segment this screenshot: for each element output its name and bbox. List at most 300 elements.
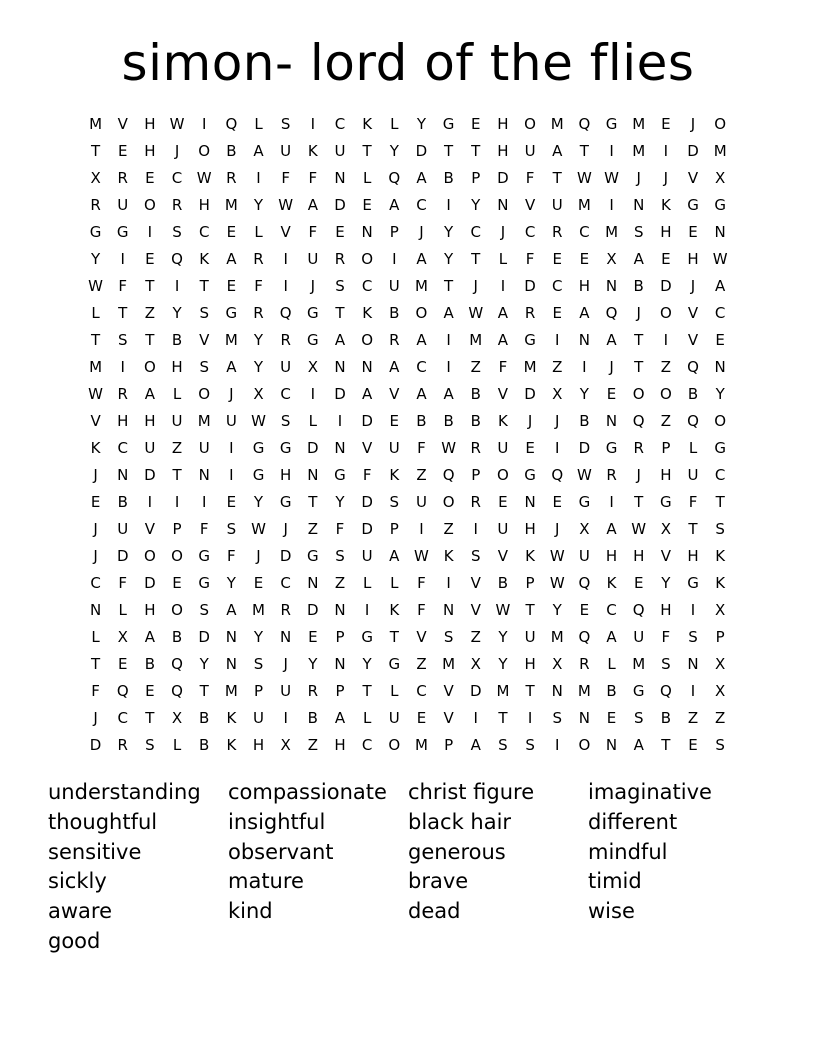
grid-row <box>82 381 734 408</box>
grid-letter: Z <box>443 520 454 538</box>
grid-letter: U <box>497 520 509 538</box>
grid-letter: I <box>174 493 180 511</box>
grid-letter: U <box>551 196 563 214</box>
grid-letter: J <box>473 277 478 295</box>
grid-letter: I <box>147 223 153 241</box>
grid-letter: U <box>117 196 129 214</box>
grid-letter: L <box>688 439 698 457</box>
grid-letter: E <box>606 385 617 403</box>
grid-letter: C <box>524 223 536 241</box>
grid-letter: A <box>253 142 264 160</box>
grid-row <box>82 543 734 570</box>
grid-letter: D <box>524 385 536 403</box>
grid-letter: R <box>253 250 264 268</box>
grid-letter: W <box>196 169 212 187</box>
grid-letter: R <box>552 223 563 241</box>
grid-letter: G <box>687 196 699 214</box>
grid-letter: T <box>172 466 182 484</box>
grid-letter: O <box>415 304 428 322</box>
grid-letter: G <box>605 439 618 457</box>
grid-letter: T <box>688 520 698 538</box>
grid-letter: S <box>633 223 644 241</box>
grid-letter: V <box>280 223 291 241</box>
grid-letter: T <box>308 493 318 511</box>
grid-letter: F <box>661 628 671 646</box>
grid-letter: A <box>334 709 346 727</box>
word-list-item: mindful <box>588 839 668 864</box>
word-list-item: observant <box>228 839 334 864</box>
grid-letter: D <box>198 628 210 646</box>
grid-letter: L <box>390 682 399 700</box>
grid-letter: B <box>470 385 481 403</box>
grid-row <box>82 624 734 651</box>
grid-letter: R <box>470 439 481 457</box>
grid-letter: T <box>444 277 454 295</box>
grid-letter: N <box>89 601 102 619</box>
grid-letter: T <box>471 250 481 268</box>
grid-letter: E <box>226 493 237 511</box>
grid-letter: B <box>389 304 400 322</box>
grid-letter: G <box>605 115 618 133</box>
grid-letter: C <box>117 709 128 727</box>
grid-letter: S <box>199 601 209 619</box>
grid-letter: E <box>145 169 155 187</box>
grid-letter: R <box>606 466 617 484</box>
grid-letter: P <box>715 628 725 646</box>
grid-letter: D <box>578 439 591 457</box>
grid-letter: S <box>172 223 182 241</box>
grid-letter: T <box>661 736 671 754</box>
grid-letter: W <box>441 439 457 457</box>
grid-letter: J <box>500 223 506 241</box>
grid-letter: S <box>280 412 291 430</box>
grid-letter: M <box>632 655 646 673</box>
word-list-item: mature <box>228 869 304 894</box>
grid-letter: V <box>687 331 699 349</box>
grid-letter: M <box>632 115 646 133</box>
grid-letter: M <box>550 628 564 646</box>
grid-letter: Z <box>660 412 671 430</box>
grid-letter: J <box>419 223 424 241</box>
grid-letter: O <box>524 115 536 133</box>
grid-letter: W <box>251 520 266 538</box>
grid-letter: Y <box>253 628 264 646</box>
grid-letter: V <box>199 331 210 349</box>
grid-letter: B <box>633 277 644 295</box>
grid-letter: T <box>634 493 644 511</box>
grid-letter: O <box>659 304 672 322</box>
grid-letter: Y <box>199 655 209 673</box>
grid-letter: C <box>334 115 346 133</box>
grid-letter: E <box>715 331 725 349</box>
grid-letter: P <box>335 682 345 700</box>
grid-letter: R <box>280 331 291 349</box>
grid-letter: F <box>308 223 318 241</box>
grid-letter: Z <box>171 439 183 457</box>
grid-letter: O <box>578 736 591 754</box>
grid-letter: A <box>606 628 617 646</box>
grid-letter: J <box>93 520 98 538</box>
grid-letter: T <box>145 331 155 349</box>
grid-letter: Y <box>308 655 318 673</box>
grid-letter: D <box>361 520 373 538</box>
grid-letter: G <box>252 439 265 457</box>
grid-letter: W <box>576 169 592 187</box>
grid-letter: C <box>470 223 481 241</box>
grid-letter: J <box>310 277 316 295</box>
grid-letter: A <box>389 196 400 214</box>
grid-letter: N <box>334 358 346 376</box>
grid-letter: A <box>416 385 427 403</box>
grid-letter: M <box>496 682 510 700</box>
grid-letter: N <box>117 466 129 484</box>
grid-letter: V <box>144 520 156 538</box>
grid-letter: W <box>278 196 294 214</box>
grid-letter: J <box>283 655 288 673</box>
grid-letter: I <box>663 142 669 160</box>
grid-letter: N <box>361 223 373 241</box>
grid-letter: J <box>174 142 180 160</box>
grid-letter: O <box>143 358 156 376</box>
grid-letter: N <box>334 655 346 673</box>
grid-letter: Q <box>578 574 591 592</box>
grid-letter: F <box>688 493 698 511</box>
grid-letter: V <box>443 709 454 727</box>
grid-row <box>82 435 734 462</box>
grid-letter: I <box>283 277 288 295</box>
grid-letter: I <box>120 358 125 376</box>
grid-letter: W <box>712 250 728 268</box>
grid-letter: L <box>172 736 182 754</box>
grid-letter: E <box>416 709 427 727</box>
grid-letter: G <box>660 493 672 511</box>
grid-letter: F <box>417 574 426 592</box>
grid-letter: T <box>552 169 562 187</box>
grid-letter: M <box>469 331 483 349</box>
grid-letter: J <box>636 466 641 484</box>
grid-letter: S <box>525 736 535 754</box>
word-list-item: timid <box>588 869 642 894</box>
grid-letter: R <box>90 196 101 214</box>
grid-letter: U <box>687 466 699 484</box>
grid-letter: K <box>389 601 400 619</box>
grid-letter: A <box>144 628 156 646</box>
grid-row <box>82 462 734 489</box>
word-list-item: good <box>48 928 101 953</box>
grid-letter: X <box>660 520 671 538</box>
grid-letter: I <box>337 412 343 430</box>
grid-letter: X <box>552 655 563 673</box>
grid-letter: F <box>525 169 535 187</box>
grid-letter: Y <box>579 385 589 403</box>
grid-letter: R <box>633 439 644 457</box>
grid-letter: T <box>199 277 209 295</box>
word-list-item: thoughtful <box>48 809 158 834</box>
grid-row <box>82 300 734 327</box>
grid-letter: I <box>229 439 234 457</box>
grid-letter: D <box>334 196 346 214</box>
grid-letter: B <box>171 331 183 349</box>
grid-letter: U <box>280 682 292 700</box>
grid-letter: U <box>497 439 509 457</box>
grid-letter: D <box>361 493 373 511</box>
grid-letter: C <box>579 223 590 241</box>
grid-letter: L <box>118 601 127 619</box>
grid-letter: E <box>117 655 128 673</box>
grid-row <box>82 597 734 624</box>
grid-row <box>82 516 734 543</box>
grid-letter: T <box>498 709 508 727</box>
grid-letter: E <box>579 601 590 619</box>
grid-letter: U <box>524 142 536 160</box>
grid-letter: A <box>226 601 237 619</box>
grid-letter: D <box>144 466 156 484</box>
grid-letter: I <box>446 574 451 592</box>
grid-letter: Y <box>253 196 264 214</box>
word-list-item: dead <box>408 899 461 924</box>
grid-letter: H <box>144 115 156 133</box>
grid-letter: B <box>579 412 590 430</box>
grid-letter: M <box>605 223 619 241</box>
grid-letter: W <box>251 412 266 430</box>
grid-letter: A <box>443 385 454 403</box>
grid-letter: H <box>524 520 536 538</box>
grid-letter: N <box>605 277 618 295</box>
grid-letter: N <box>551 682 563 700</box>
grid-letter: G <box>714 196 726 214</box>
grid-letter: I <box>419 520 424 538</box>
grid-letter: I <box>310 115 316 133</box>
grid-letter: L <box>362 169 372 187</box>
grid-letter: I <box>690 682 696 700</box>
grid-letter: C <box>416 682 427 700</box>
grid-letter: V <box>687 169 699 187</box>
grid-letter: L <box>390 574 399 592</box>
grid-letter: H <box>660 601 672 619</box>
grid-letter: U <box>198 439 210 457</box>
grid-letter: K <box>226 709 237 727</box>
grid-letter: H <box>198 196 210 214</box>
grid-letter: A <box>470 736 481 754</box>
grid-letter: E <box>226 277 237 295</box>
grid-letter: V <box>470 574 481 592</box>
grid-letter: D <box>687 142 699 160</box>
grid-letter: U <box>117 520 129 538</box>
grid-letter: W <box>604 169 619 187</box>
grid-letter: J <box>555 412 560 430</box>
grid-letter: I <box>663 331 669 349</box>
grid-letter: X <box>715 169 726 187</box>
grid-letter: E <box>308 628 318 646</box>
puzzle-title: simon- lord of the flies <box>121 34 695 92</box>
grid-letter: E <box>145 250 155 268</box>
grid-letter: O <box>198 142 211 160</box>
grid-letter: D <box>660 277 672 295</box>
grid-letter: D <box>116 547 129 565</box>
grid-letter: Y <box>172 304 182 322</box>
grid-letter: G <box>307 304 319 322</box>
grid-letter: J <box>636 304 641 322</box>
grid-letter: E <box>661 115 671 133</box>
grid-letter: F <box>525 250 535 268</box>
grid-letter: N <box>633 196 645 214</box>
grid-letter: Y <box>335 493 345 511</box>
grid-letter: V <box>362 439 373 457</box>
grid-letter: Y <box>661 574 671 592</box>
grid-letter: U <box>388 277 400 295</box>
grid-letter: D <box>469 682 482 700</box>
grid-letter: E <box>145 682 155 700</box>
grid-letter: G <box>632 682 645 700</box>
grid-letter: C <box>714 304 726 322</box>
grid-letter: P <box>253 682 264 700</box>
grid-letter: U <box>144 439 156 457</box>
grid-letter: X <box>579 520 590 538</box>
grid-letter: S <box>335 547 345 565</box>
word-list-item: brave <box>408 869 469 894</box>
grid-letter: Q <box>171 250 183 268</box>
word-list <box>48 778 768 957</box>
grid-letter: T <box>579 142 589 160</box>
grid-letter: Y <box>498 655 508 673</box>
grid-letter: E <box>172 574 182 592</box>
grid-letter: R <box>524 304 536 322</box>
grid-letter: P <box>389 520 399 538</box>
grid-letter: W <box>549 574 565 592</box>
grid-letter: I <box>201 115 207 133</box>
grid-letter: A <box>144 385 156 403</box>
grid-letter: Q <box>171 655 183 673</box>
grid-letter: B <box>117 493 128 511</box>
grid-letter: I <box>527 709 533 727</box>
grid-letter: U <box>361 547 373 565</box>
grid-letter: Z <box>470 358 481 376</box>
grid-letter: I <box>446 196 451 214</box>
grid-letter: C <box>90 574 101 592</box>
grid-letter: Y <box>253 493 264 511</box>
grid-letter: M <box>713 142 727 160</box>
grid-letter: A <box>416 169 427 187</box>
grid-letter: E <box>90 493 101 511</box>
grid-letter: A <box>416 331 427 349</box>
grid-letter: Q <box>659 682 672 700</box>
grid-letter: S <box>633 709 644 727</box>
grid-letter: C <box>361 736 373 754</box>
grid-letter: S <box>552 709 562 727</box>
grid-letter: A <box>443 304 454 322</box>
grid-letter: J <box>229 385 234 403</box>
grid-letter: Q <box>551 466 564 484</box>
grid-letter: O <box>714 412 727 430</box>
grid-letter: W <box>169 115 185 133</box>
grid-letter: T <box>362 142 372 160</box>
grid-letter: K <box>660 196 671 214</box>
grid-letter: H <box>117 412 129 430</box>
grid-letter: Z <box>334 574 346 592</box>
grid-letter: J <box>555 520 560 538</box>
grid-row <box>82 138 734 165</box>
grid-letter: I <box>283 709 288 727</box>
grid-letter: C <box>416 358 427 376</box>
grid-letter: Q <box>578 115 591 133</box>
grid-letter: X <box>307 358 318 376</box>
grid-letter: A <box>633 250 644 268</box>
grid-letter: S <box>389 493 400 511</box>
grid-letter: T <box>525 682 535 700</box>
grid-letter: E <box>661 250 671 268</box>
grid-letter: J <box>93 709 98 727</box>
grid-letter: H <box>144 142 156 160</box>
grid-letter: C <box>551 277 563 295</box>
grid-letter: A <box>226 358 237 376</box>
grid-letter: M <box>550 115 564 133</box>
grid-letter: I <box>256 169 261 187</box>
grid-letter: G <box>252 466 265 484</box>
grid-letter: O <box>171 547 183 565</box>
grid-letter: N <box>225 628 237 646</box>
grid-letter: L <box>498 250 508 268</box>
grid-letter: M <box>197 412 211 430</box>
grid-letter: K <box>199 250 210 268</box>
grid-letter: B <box>687 385 699 403</box>
grid-letter: I <box>555 331 560 349</box>
grid-letter: F <box>308 169 318 187</box>
grid-letter: N <box>714 223 726 241</box>
grid-letter: I <box>555 736 560 754</box>
grid-letter: H <box>660 223 672 241</box>
grid-letter: M <box>442 655 456 673</box>
grid-letter: A <box>389 547 400 565</box>
grid-letter: Y <box>90 250 101 268</box>
grid-letter: F <box>254 277 263 295</box>
grid-letter: N <box>307 574 319 592</box>
grid-letter: A <box>633 736 644 754</box>
grid-letter: N <box>497 196 509 214</box>
grid-letter: M <box>252 601 265 619</box>
grid-letter: D <box>307 439 319 457</box>
grid-letter: M <box>89 115 103 133</box>
grid-letter: T <box>90 331 101 349</box>
grid-letter: P <box>525 574 535 592</box>
grid-letter: C <box>198 223 210 241</box>
grid-letter: O <box>388 736 401 754</box>
grid-letter: I <box>364 601 370 619</box>
grid-letter: F <box>498 358 508 376</box>
grid-letter: C <box>117 439 128 457</box>
grid-letter: P <box>471 169 481 187</box>
grid-letter: J <box>256 547 261 565</box>
grid-letter: B <box>199 736 210 754</box>
grid-letter: F <box>91 682 100 700</box>
grid-letter: Q <box>632 601 645 619</box>
grid-letter: V <box>497 547 509 565</box>
grid-letter: R <box>117 169 128 187</box>
grid-letter: R <box>280 601 291 619</box>
grid-letter: X <box>90 169 101 187</box>
grid-letter: K <box>362 115 373 133</box>
grid-letter: M <box>414 736 428 754</box>
grid-letter: K <box>226 736 237 754</box>
grid-letter: S <box>498 736 508 754</box>
grid-letter: R <box>117 385 128 403</box>
grid-row <box>82 651 734 678</box>
grid-letter: R <box>307 682 319 700</box>
grid-letter: J <box>690 115 696 133</box>
grid-letter: X <box>470 655 481 673</box>
grid-row <box>82 408 734 435</box>
grid-letter: G <box>279 493 292 511</box>
grid-letter: T <box>634 331 644 349</box>
